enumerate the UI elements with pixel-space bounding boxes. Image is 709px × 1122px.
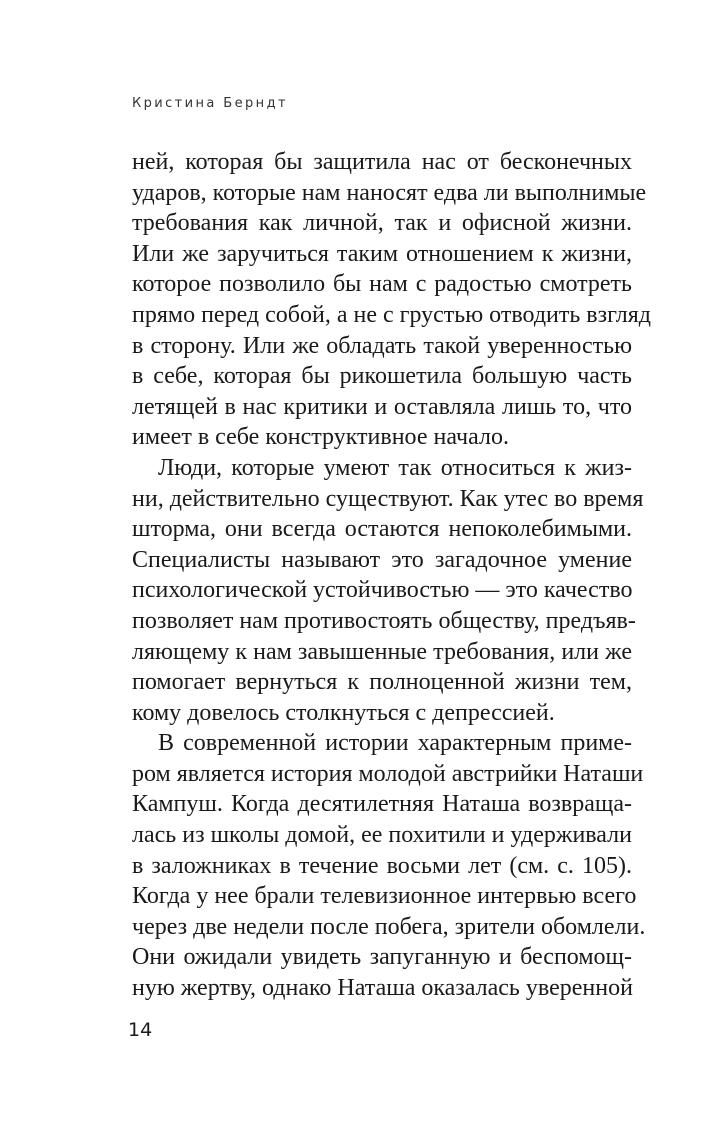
- text-line: Они ожидали увидеть запуганную и беспомощ-: [132, 944, 632, 971]
- running-head: Кристина Берндт: [132, 96, 288, 111]
- text-line: в заложниках в течение восьми лет (см. с. 105).: [132, 852, 632, 879]
- text-line: имеет в себе конструктивное начало.: [132, 424, 509, 451]
- text-line: ни, действительно существуют. Как утес во время: [132, 485, 644, 512]
- text-line: Или же заручиться таким отношением к жизни,: [132, 240, 632, 267]
- text-line: которое позволило бы нам с радостью смотреть: [132, 271, 632, 298]
- text-line: В современной истории характерным приме-: [158, 730, 632, 757]
- text-line: в себе, которая бы рикошетила большую часть: [132, 363, 632, 390]
- text-line: летящей в нас критики и оставляла лишь то, что: [132, 393, 632, 420]
- text-line: ляющему к нам завышенные требования, или же: [132, 638, 632, 665]
- text-line: ударов, которые нам наносят едва ли выполнимые: [132, 179, 647, 206]
- text-line: Специалисты называют это загадочное умение: [132, 546, 632, 573]
- text-line: лась из школы домой, ее похитили и удерживали: [132, 822, 632, 849]
- page-number: 14: [128, 1019, 153, 1041]
- text-line: Кампуш. Когда десятилетняя Наташа возвраща-: [132, 791, 632, 818]
- text-line: кому довелось столкнуться с депрессией.: [132, 699, 555, 726]
- body-text: [132, 147, 651, 1004]
- text-line: ром является история молодой австрийки Наташи: [132, 760, 644, 787]
- text-line: требования как личной, так и офисной жизни.: [132, 210, 632, 237]
- text-line: шторма, они всегда остаются непоколебимыми.: [132, 516, 632, 543]
- text-line: позволяет нам противостоять обществу, предъяв-: [132, 607, 636, 634]
- text-line: в сторону. Или же обладать такой уверенностью: [132, 332, 632, 359]
- text-line: психологической устойчивостью — это качество: [132, 577, 633, 604]
- text-line: через две недели после побега, зрители обомлели.: [132, 913, 646, 940]
- text-line: прямо перед собой, а не с грустью отводить взгляд: [132, 301, 651, 328]
- text-line: ней, которая бы защитила нас от бесконечных: [132, 149, 632, 175]
- text-line: ную жертву, однако Наташа оказалась уверенной: [132, 975, 633, 1002]
- text-line: помогает вернуться к полноценной жизни тем,: [132, 669, 632, 696]
- text-line: Люди, которые умеют так относиться к жиз-: [158, 454, 632, 481]
- text-line: Когда у нее брали телевизионное интервью всего: [132, 883, 637, 910]
